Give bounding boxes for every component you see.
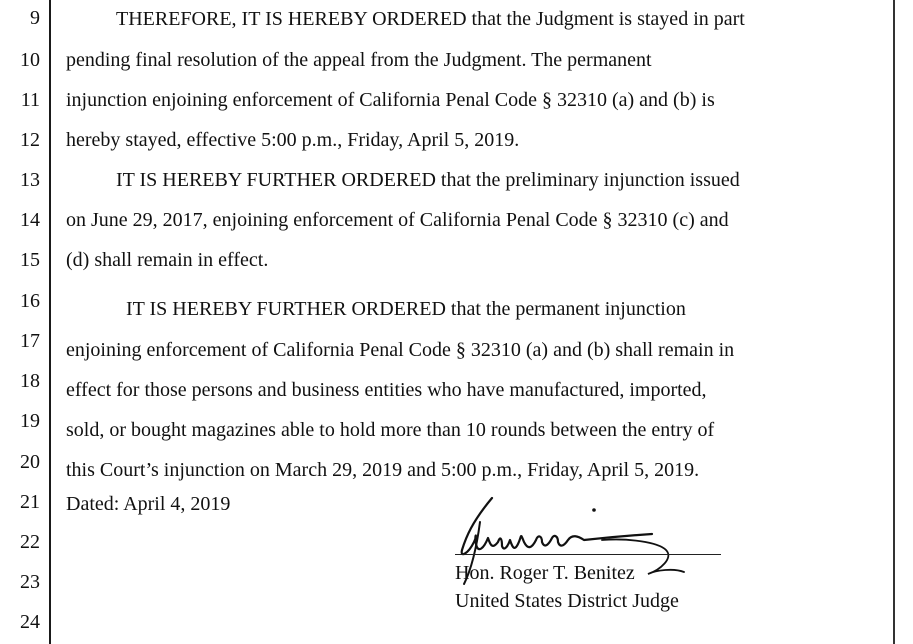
order-line: IT IS HEREBY FURTHER ORDERED that the preliminary injunction issued bbox=[116, 169, 740, 191]
order-line: effect for those persons and business entities who have manufactured, imported, bbox=[66, 379, 707, 401]
line-number: 20 bbox=[20, 451, 40, 473]
signature-line bbox=[455, 554, 721, 555]
order-line: IT IS HEREBY FURTHER ORDERED that the permanent injunction bbox=[126, 298, 686, 320]
line-number: 16 bbox=[20, 290, 40, 312]
line-number: 23 bbox=[20, 571, 40, 593]
line-number: 11 bbox=[20, 89, 40, 111]
order-line: enjoining enforcement of California Penal Code § 32310 (a) and (b) shall remain in bbox=[66, 339, 735, 361]
right-margin-rule bbox=[893, 0, 895, 644]
left-margin-rule bbox=[49, 0, 51, 644]
judge-title: United States District Judge bbox=[455, 590, 679, 612]
line-number: 21 bbox=[20, 491, 40, 513]
line-number: 17 bbox=[20, 330, 40, 352]
order-line: sold, or bought magazines able to hold more than 10 rounds between the entry of bbox=[66, 419, 715, 441]
line-number: 19 bbox=[20, 410, 40, 432]
order-line: on June 29, 2017, enjoining enforcement of California Penal Code § 32310 (c) and bbox=[66, 209, 729, 231]
order-line: pending final resolution of the appeal from the Judgment. The permanent bbox=[66, 49, 652, 71]
line-number: 22 bbox=[20, 531, 40, 553]
line-number: 14 bbox=[20, 209, 40, 231]
order-line: injunction enjoining enforcement of California Penal Code § 32310 (a) and (b) is bbox=[66, 89, 715, 111]
line-number: 9 bbox=[30, 7, 40, 29]
line-number: 10 bbox=[20, 49, 40, 71]
line-number: 15 bbox=[20, 249, 40, 271]
judge-name: Hon. Roger T. Benitez bbox=[455, 562, 635, 584]
line-number: 12 bbox=[20, 129, 40, 151]
order-line: THEREFORE, IT IS HEREBY ORDERED that the Judgment is stayed in part bbox=[116, 8, 745, 30]
line-number: 18 bbox=[20, 370, 40, 392]
order-line: this Court’s injunction on March 29, 2019 and 5:00 p.m., Friday, April 5, 2019. bbox=[66, 459, 700, 481]
dated-line: Dated: April 4, 2019 bbox=[66, 493, 231, 515]
order-line: hereby stayed, effective 5:00 p.m., Friday, April 5, 2019. bbox=[66, 129, 520, 151]
line-number: 24 bbox=[20, 611, 40, 633]
line-number: 13 bbox=[20, 169, 40, 191]
order-line: (d) shall remain in effect. bbox=[66, 249, 269, 271]
